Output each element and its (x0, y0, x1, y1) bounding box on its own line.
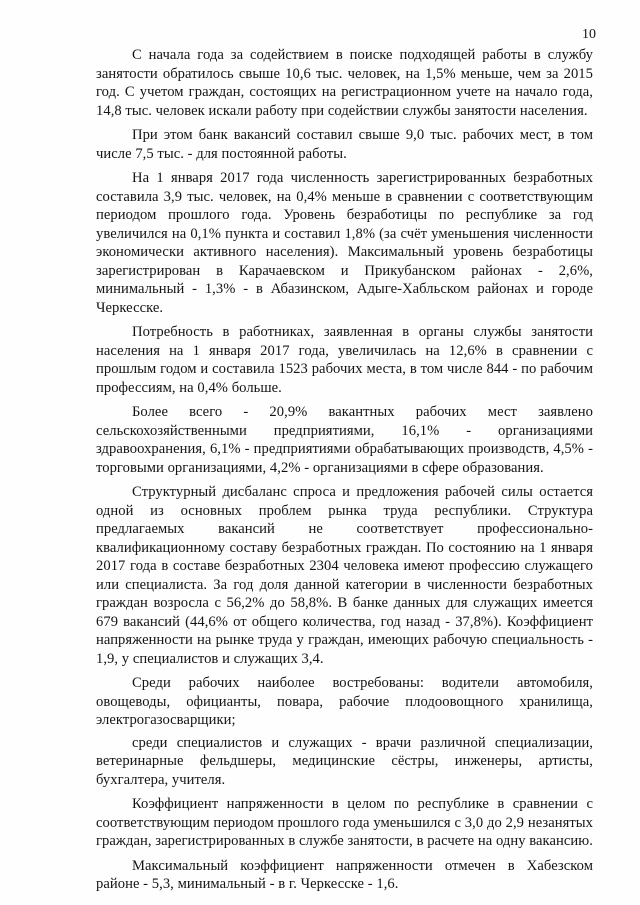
paragraph-in-demand-workers: Среди рабочих наиболее востребованы: водители автомобиля, овощеводы, официанты, повара, рабочие плодоовощного хранилища, электрогазосварщики; (96, 675, 593, 728)
paragraph-vacancy-bank: При этом банк вакансий составил свыше 9,0 тыс. рабочих мест, в том числе 7,5 тыс. - для постоянной работы. (96, 127, 593, 162)
document-body (96, 46, 593, 900)
paragraph-worker-demand: Потребность в работниках, заявленная в органы службы занятости населения на 1 января 2017 года, увеличилась на 12,6% в сравнении с прошлым годом и составила 1523 рабочих места, в том числе 844 - по рабочим профессиям, на 0,4% больше. (96, 324, 593, 396)
paragraph-in-demand-specialists: среди специалистов и служащих - врачи различной специализации, ветеринарные фельдшеры, медицинские сёстры, инженеры, артисты, бухгалтера, учителя. (96, 734, 593, 788)
paragraph-vacancies-by-sector: Более всего - 20,9% вакантных рабочих мест заявлено сельскохозяйственными предприятиями, 16,1% - организациями здравоохранения, 6,1% - предприятиями обрабатывающих производств, 4,5% - торговыми организациями, 4,2% - организациями в сфере образования. (96, 404, 593, 476)
paragraph-job-seekers: С начала года за содействием в поиске подходящей работы в службу занятости обратилось свыше 10,6 тыс. человек, на 1,5% меньше, чем за 2015 год. С учетом граждан, состоящих на регистрационном учете на начало года, 14,8 тыс. человек искали работу при содействии службы занятости населения. (96, 47, 593, 119)
paragraph-tension-by-district: Максимальный коэффициент напряженности отмечен в Хабезском районе - 5,3, минимальный - в г. Черкесске - 1,6. (96, 857, 593, 892)
paragraph-structural-imbalance: Структурный дисбаланс спроса и предложения рабочей силы остается одной из основных проблем рынка труда республики. Структура предлагаемых вакансий не соответствует профессионально-квалификационному составу безработных граждан. По состоянию на 1 января 2017 года в составе безработных 2304 человека имеют профессию служащего или специалиста. За год доля данной категории в численности безработных граждан возросла с 56,2% до 58,8%. В банке данных для служащих имеется 679 вакансий (44,6% от общего количества, год назад - 37,8%). Коэффициент напряженности на рынке труда у граждан, имеющих рабочую специальность - 1,9, у специалистов и служащих 3,4. (96, 484, 593, 667)
paragraph-unemployment-level: На 1 января 2017 года численность зарегистрированных безработных составила 3,9 тыс. человек, на 0,4% меньше в сравнении с соответствующим периодом прошлого года. Уровень безработицы по республике за год увеличился на 0,1% пункта и составил 1,8% (за счёт уменьшения численности экономически активного населения). Максимальный уровень безработицы зарегистрирован в Карачаевском и Прикубанском районах - 2,6%, минимальный - 1,3% - в Абазинском, Адыге-Хабльском районах и городе Черкесске. (96, 170, 593, 316)
paragraph-tension-coefficient: Коэффициент напряженности в целом по республике в сравнении с соответствующим периодом прошлого года уменьшился с 3,0 до 2,9 незанятых граждан, зарегистрированных в службе занятости, в расчете на одну вакансию. (96, 796, 593, 849)
page-number: 10 (582, 27, 596, 42)
